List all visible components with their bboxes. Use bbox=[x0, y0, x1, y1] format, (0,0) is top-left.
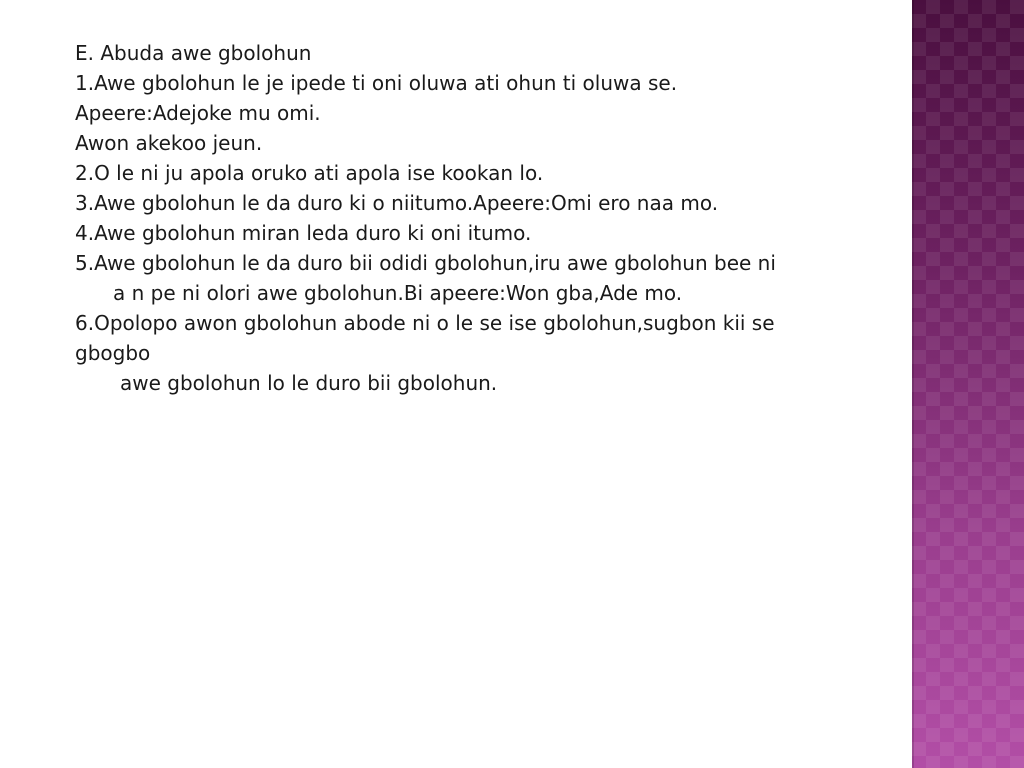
text-line: 4.Awe gbolohun miran leda duro ki oni itumo. bbox=[75, 221, 532, 245]
side-band-edge bbox=[912, 0, 914, 768]
text-line-indented: awe gbolohun lo le duro bii gbolohun. bbox=[120, 371, 498, 395]
text-line: 3.Awe gbolohun le da duro ki o niitumo.Apeere:Omi ero naa mo. bbox=[75, 191, 719, 215]
heading-line: E. Abuda awe gbolohun bbox=[75, 41, 312, 65]
slide-body-text bbox=[75, 38, 895, 398]
text-line: 5.Awe gbolohun le da duro bii odidi gbolohun,iru awe gbolohun bee ni bbox=[75, 251, 776, 275]
text-line: 2.O le ni ju apola oruko ati apola ise kookan lo. bbox=[75, 161, 544, 185]
text-line: Awon akekoo jeun. bbox=[75, 131, 263, 155]
text-line-indented: a n pe ni olori awe gbolohun.Bi apeere:Won gba,Ade mo. bbox=[113, 281, 683, 305]
text-line: 1.Awe gbolohun le je ipede ti oni oluwa ati ohun ti oluwa se. bbox=[75, 71, 678, 95]
text-line: Apeere:Adejoke mu omi. bbox=[75, 101, 321, 125]
decorative-side-band bbox=[912, 0, 1024, 768]
text-line: gbogbo bbox=[75, 341, 151, 365]
text-line: 6.Opolopo awon gbolohun abode ni o le se ise gbolohun,sugbon kii se bbox=[75, 311, 775, 335]
